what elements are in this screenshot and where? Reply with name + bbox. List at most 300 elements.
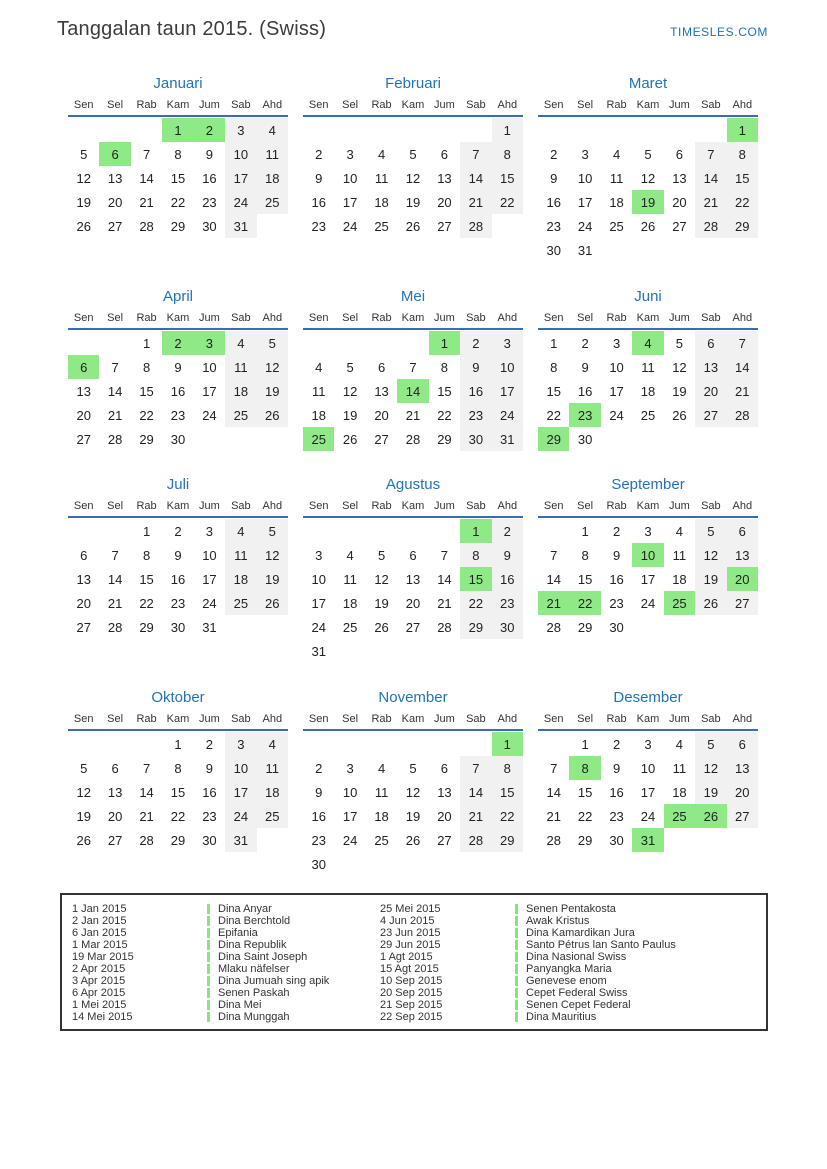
day-cell: 4 <box>225 331 256 355</box>
weekday-label: Rab <box>371 500 392 512</box>
day-cell: 13 <box>437 784 452 800</box>
day-grid <box>538 331 758 451</box>
weekday-label: Jum <box>434 312 455 324</box>
holiday-row <box>380 915 756 927</box>
day-cell: 7 <box>440 547 449 563</box>
day-cell: 9 <box>174 547 182 563</box>
weekday-label: Ahd <box>732 500 753 512</box>
day-cell: 23 <box>492 591 523 615</box>
day-grid <box>538 732 758 852</box>
weekday-header-row <box>68 99 288 117</box>
day-cell: 2 <box>162 331 193 355</box>
day-cell: 30 <box>546 242 561 258</box>
day-cell: 15 <box>727 166 758 190</box>
weekday-label: Rab <box>136 500 157 512</box>
day-cell: 22 <box>492 804 523 828</box>
weekday-label: Jum <box>434 500 455 512</box>
day-cell: 1 <box>550 335 558 351</box>
day-cell: 29 <box>437 431 452 447</box>
empty-cell <box>727 427 758 451</box>
day-cell: 26 <box>342 431 358 447</box>
holiday-marker-bar <box>515 976 518 986</box>
month-title: Maret <box>628 75 668 92</box>
day-cell: 25 <box>609 218 624 234</box>
weekday-header-row <box>538 500 758 518</box>
day-cell: 16 <box>311 808 326 824</box>
empty-cell <box>99 732 130 756</box>
day-cell: 8 <box>569 756 600 780</box>
weekday-label: Rab <box>136 99 157 111</box>
empty-cell <box>695 238 726 262</box>
day-cell: 10 <box>609 359 624 375</box>
holiday-name: Mlaku näfelser <box>218 963 290 975</box>
day-cell: 29 <box>170 832 186 848</box>
weekday-label: Jum <box>669 713 690 725</box>
month-title: April <box>162 288 193 305</box>
day-cell: 29 <box>727 214 758 238</box>
weekday-label: Jum <box>199 713 220 725</box>
day-cell: 14 <box>695 166 726 190</box>
day-cell: 24 <box>640 595 656 611</box>
empty-cell <box>460 852 491 876</box>
weekday-label: Kam <box>166 713 190 725</box>
day-cell: 28 <box>139 218 154 234</box>
day-cell: 9 <box>315 784 323 800</box>
day-grid <box>538 118 758 262</box>
day-cell: 20 <box>437 194 452 210</box>
day-cell: 17 <box>609 383 624 399</box>
empty-cell <box>334 852 365 876</box>
day-cell: 30 <box>311 856 326 872</box>
holiday-name: Dina Mauritius <box>526 1011 597 1023</box>
day-cell: 3 <box>194 331 225 355</box>
weekday-label: Kam <box>636 312 660 324</box>
day-cell: 25 <box>257 190 288 214</box>
day-cell: 25 <box>225 591 256 615</box>
day-cell: 6 <box>440 760 449 776</box>
day-cell: 26 <box>405 832 421 848</box>
day-cell: 6 <box>675 146 684 162</box>
page-title: Tanggalan taun 2015. (Swiss) <box>57 18 327 40</box>
weekday-label: Sen <box>73 312 94 324</box>
holiday-marker-bar <box>515 988 518 998</box>
day-cell: 23 <box>202 194 217 210</box>
weekday-label: Jum <box>434 713 455 725</box>
day-cell: 9 <box>550 170 558 186</box>
day-cell: 31 <box>577 242 593 258</box>
day-cell: 12 <box>257 543 288 567</box>
empty-cell <box>429 639 460 663</box>
day-cell: 17 <box>342 808 358 824</box>
day-cell: 17 <box>202 383 217 399</box>
day-cell: 7 <box>695 142 726 166</box>
weekday-label: Ahd <box>497 312 518 324</box>
holiday-row <box>72 1011 380 1023</box>
weekday-header-row <box>68 312 288 330</box>
day-cell: 18 <box>225 567 256 591</box>
holiday-date: 10 Sep 2015 <box>380 975 443 987</box>
day-cell: 24 <box>342 832 358 848</box>
empty-cell <box>492 639 523 663</box>
day-cell: 1 <box>492 732 523 756</box>
holiday-row <box>380 939 756 951</box>
holiday-name: Panyangka Maria <box>526 963 612 975</box>
empty-cell <box>727 615 758 639</box>
weekday-header-row <box>303 713 523 731</box>
weekday-label: Rab <box>606 312 627 324</box>
day-cell: 16 <box>546 194 561 210</box>
day-cell: 13 <box>405 571 421 587</box>
weekday-label: Rab <box>606 99 627 111</box>
day-cell: 15 <box>170 784 186 800</box>
weekday-header-row <box>538 312 758 330</box>
weekday-label: Rab <box>606 713 627 725</box>
day-cell: 24 <box>311 619 326 635</box>
empty-cell <box>303 519 334 543</box>
day-cell: 10 <box>640 760 656 776</box>
empty-cell <box>429 852 460 876</box>
day-cell: 22 <box>437 407 452 423</box>
weekday-label: Sab <box>466 713 486 725</box>
holidays-column-1 <box>72 903 380 1021</box>
day-cell: 1 <box>142 523 151 539</box>
weekday-label: Sab <box>466 312 486 324</box>
day-cell: 12 <box>257 355 288 379</box>
day-cell: 25 <box>257 804 288 828</box>
day-cell: 24 <box>492 403 523 427</box>
day-cell: 19 <box>695 780 726 804</box>
month-title: Oktober <box>151 689 205 706</box>
day-cell: 14 <box>107 571 123 587</box>
empty-cell <box>303 331 334 355</box>
day-cell: 4 <box>612 146 621 162</box>
empty-cell <box>257 214 288 238</box>
day-cell: 10 <box>577 170 593 186</box>
day-cell: 28 <box>546 832 561 848</box>
day-cell: 4 <box>257 118 288 142</box>
empty-cell <box>664 615 695 639</box>
day-cell: 2 <box>581 335 589 351</box>
weekday-header-row <box>303 500 523 518</box>
day-cell: 1 <box>142 335 151 351</box>
empty-cell <box>334 732 365 756</box>
day-cell: 5 <box>377 547 386 563</box>
weekday-label: Sen <box>73 500 94 512</box>
day-cell: 6 <box>727 732 758 756</box>
day-cell: 10 <box>311 571 326 587</box>
weekday-label: Rab <box>136 713 157 725</box>
day-cell: 4 <box>632 331 663 355</box>
day-cell: 16 <box>202 170 217 186</box>
day-cell: 29 <box>538 427 569 451</box>
day-cell: 16 <box>577 383 593 399</box>
day-cell: 2 <box>315 146 323 162</box>
weekday-label: Rab <box>136 312 157 324</box>
empty-cell <box>68 519 99 543</box>
day-cell: 29 <box>577 619 593 635</box>
day-cell: 7 <box>409 359 417 375</box>
day-cell: 5 <box>695 732 726 756</box>
day-cell: 14 <box>139 784 154 800</box>
empty-cell <box>492 852 523 876</box>
day-cell: 11 <box>672 760 687 776</box>
holiday-marker-bar <box>207 952 210 962</box>
day-cell: 5 <box>80 760 88 776</box>
empty-cell <box>397 639 428 663</box>
day-cell: 10 <box>492 355 523 379</box>
day-cell: 25 <box>303 427 334 451</box>
day-cell: 29 <box>492 828 523 852</box>
empty-cell <box>194 427 225 451</box>
day-cell: 4 <box>257 732 288 756</box>
day-cell: 8 <box>142 359 151 375</box>
day-grid <box>303 331 523 451</box>
day-cell: 15 <box>139 571 154 587</box>
empty-cell <box>460 732 491 756</box>
day-cell: 26 <box>672 407 687 423</box>
day-cell: 17 <box>342 194 358 210</box>
holiday-row <box>72 963 380 975</box>
day-cell: 9 <box>205 760 214 776</box>
weekday-label: Sab <box>466 99 486 111</box>
empty-cell <box>632 615 663 639</box>
weekday-label: Sel <box>107 500 124 512</box>
empty-cell <box>366 331 397 355</box>
holiday-row <box>380 903 756 915</box>
day-cell: 11 <box>225 355 256 379</box>
holiday-row <box>72 915 380 927</box>
day-cell: 15 <box>492 780 523 804</box>
day-cell: 10 <box>202 359 217 375</box>
empty-cell <box>334 118 365 142</box>
weekday-label: Ahd <box>262 99 283 111</box>
holiday-date: 29 Jun 2015 <box>380 939 441 951</box>
day-cell: 17 <box>577 194 593 210</box>
day-cell: 1 <box>492 118 523 142</box>
day-cell: 14 <box>460 780 491 804</box>
day-cell: 1 <box>174 736 182 752</box>
empty-cell <box>632 118 663 142</box>
holiday-name: Awak Kristus <box>526 915 590 927</box>
day-cell: 24 <box>225 190 256 214</box>
holiday-name: Santo Pétrus lan Santo Paulus <box>526 939 676 951</box>
day-cell: 12 <box>405 784 421 800</box>
day-cell: 5 <box>644 146 652 162</box>
day-cell: 24 <box>609 407 624 423</box>
weekday-label: Sel <box>107 99 124 111</box>
day-cell: 20 <box>695 379 726 403</box>
day-cell: 13 <box>727 543 758 567</box>
holiday-date: 6 Jan 2015 <box>72 927 127 939</box>
weekday-header-row <box>68 713 288 731</box>
day-cell: 2 <box>550 146 558 162</box>
day-cell: 21 <box>460 190 491 214</box>
weekday-label: Ahd <box>262 713 283 725</box>
day-cell: 9 <box>460 355 491 379</box>
holiday-date: 3 Apr 2015 <box>72 975 126 987</box>
day-cell: 4 <box>315 359 323 375</box>
day-cell: 21 <box>405 407 421 423</box>
day-cell: 21 <box>695 190 726 214</box>
day-cell: 21 <box>460 804 491 828</box>
day-cell: 29 <box>460 615 491 639</box>
day-cell: 16 <box>460 379 491 403</box>
day-cell: 6 <box>695 331 726 355</box>
empty-cell <box>695 427 726 451</box>
day-cell: 1 <box>727 118 758 142</box>
day-cell: 4 <box>377 146 386 162</box>
day-cell: 9 <box>492 543 523 567</box>
day-cell: 16 <box>311 194 326 210</box>
month-april <box>68 288 288 451</box>
day-grid <box>303 732 523 876</box>
day-cell: 30 <box>609 832 624 848</box>
day-cell: 9 <box>315 170 323 186</box>
day-cell: 1 <box>460 519 491 543</box>
month-januari <box>68 75 288 238</box>
day-cell: 30 <box>577 431 593 447</box>
day-cell: 26 <box>695 804 726 828</box>
day-cell: 17 <box>492 379 523 403</box>
month-title: Agustus <box>385 476 441 493</box>
empty-cell <box>538 519 569 543</box>
day-cell: 8 <box>142 547 151 563</box>
day-cell: 31 <box>492 427 523 451</box>
holidays-column-2 <box>380 903 756 1021</box>
empty-cell <box>68 331 99 355</box>
day-cell: 11 <box>311 383 326 399</box>
holiday-date: 25 Mei 2015 <box>380 903 441 915</box>
weekday-label: Sen <box>543 500 564 512</box>
weekday-label: Sen <box>543 713 564 725</box>
day-cell: 12 <box>695 756 726 780</box>
holiday-name: Dina Anyar <box>218 903 272 915</box>
day-cell: 19 <box>76 194 91 210</box>
day-cell: 16 <box>609 571 624 587</box>
month-juni <box>538 288 758 451</box>
day-cell: 10 <box>342 170 358 186</box>
day-cell: 23 <box>460 403 491 427</box>
weekday-label: Sab <box>231 500 251 512</box>
weekday-label: Kam <box>401 500 425 512</box>
weekday-label: Kam <box>166 312 190 324</box>
day-cell: 24 <box>202 595 217 611</box>
holiday-marker-bar <box>207 988 210 998</box>
weekday-label: Sab <box>701 99 721 111</box>
weekday-label: Rab <box>606 500 627 512</box>
day-cell: 6 <box>80 547 88 563</box>
day-cell: 5 <box>346 359 354 375</box>
empty-cell <box>303 732 334 756</box>
day-cell: 2 <box>194 118 225 142</box>
empty-cell <box>429 519 460 543</box>
holiday-row <box>72 903 380 915</box>
day-cell: 26 <box>405 218 421 234</box>
weekday-label: Ahd <box>497 500 518 512</box>
month-title: November <box>378 689 448 706</box>
day-cell: 4 <box>225 519 256 543</box>
day-cell: 16 <box>609 784 624 800</box>
weekday-label: Jum <box>199 99 220 111</box>
weekday-label: Jum <box>199 500 220 512</box>
day-cell: 18 <box>311 407 326 423</box>
day-cell: 3 <box>225 732 256 756</box>
day-cell: 4 <box>675 736 684 752</box>
day-cell: 25 <box>342 619 358 635</box>
day-cell: 19 <box>632 190 663 214</box>
day-cell: 6 <box>99 142 130 166</box>
day-cell: 29 <box>139 619 154 635</box>
weekday-label: Ahd <box>497 713 518 725</box>
month-november <box>303 689 523 876</box>
day-cell: 31 <box>225 828 256 852</box>
day-cell: 9 <box>174 359 182 375</box>
holiday-date: 20 Sep 2015 <box>380 987 443 999</box>
day-cell: 9 <box>581 359 589 375</box>
day-cell: 30 <box>492 615 523 639</box>
month-title: September <box>611 476 685 493</box>
day-cell: 30 <box>170 431 186 447</box>
day-cell: 2 <box>492 519 523 543</box>
weekday-label: Sab <box>231 713 251 725</box>
day-cell: 31 <box>202 619 217 635</box>
day-cell: 28 <box>546 619 561 635</box>
day-cell: 5 <box>409 146 417 162</box>
holiday-name: Dina Saint Joseph <box>218 951 308 963</box>
holiday-row <box>72 999 380 1011</box>
day-cell: 3 <box>346 146 354 162</box>
day-cell: 20 <box>374 407 389 423</box>
day-cell: 13 <box>76 383 91 399</box>
day-cell: 6 <box>440 146 449 162</box>
day-cell: 13 <box>374 383 389 399</box>
weekday-label: Rab <box>371 312 392 324</box>
empty-cell <box>664 238 695 262</box>
day-cell: 15 <box>139 383 154 399</box>
day-cell: 3 <box>492 331 523 355</box>
holiday-date: 2 Apr 2015 <box>72 963 126 975</box>
day-cell: 23 <box>170 595 186 611</box>
day-cell: 31 <box>225 214 256 238</box>
site-link[interactable]: TIMESLES.COM <box>670 25 768 39</box>
empty-cell <box>366 118 397 142</box>
day-cell: 2 <box>612 736 621 752</box>
day-cell: 30 <box>202 832 217 848</box>
month-title: Desember <box>613 689 683 706</box>
holiday-date: 1 Agt 2015 <box>380 951 433 963</box>
month-title: Juli <box>166 476 190 493</box>
empty-cell <box>538 732 569 756</box>
holiday-marker-bar <box>207 928 210 938</box>
day-cell: 14 <box>139 170 154 186</box>
day-cell: 26 <box>640 218 656 234</box>
empty-cell <box>225 615 256 639</box>
holiday-row <box>380 963 756 975</box>
weekday-label: Sel <box>107 312 124 324</box>
empty-cell <box>429 118 460 142</box>
day-cell: 27 <box>695 403 726 427</box>
day-cell: 18 <box>374 194 389 210</box>
day-cell: 28 <box>727 403 758 427</box>
day-cell: 15 <box>170 170 186 186</box>
year-calendar <box>68 75 758 876</box>
holiday-name: Dina Jumuah sing apik <box>218 975 330 987</box>
empty-cell <box>695 615 726 639</box>
day-cell: 15 <box>577 784 593 800</box>
day-cell: 21 <box>139 194 154 210</box>
weekday-label: Sab <box>231 99 251 111</box>
weekday-label: Sel <box>342 99 359 111</box>
